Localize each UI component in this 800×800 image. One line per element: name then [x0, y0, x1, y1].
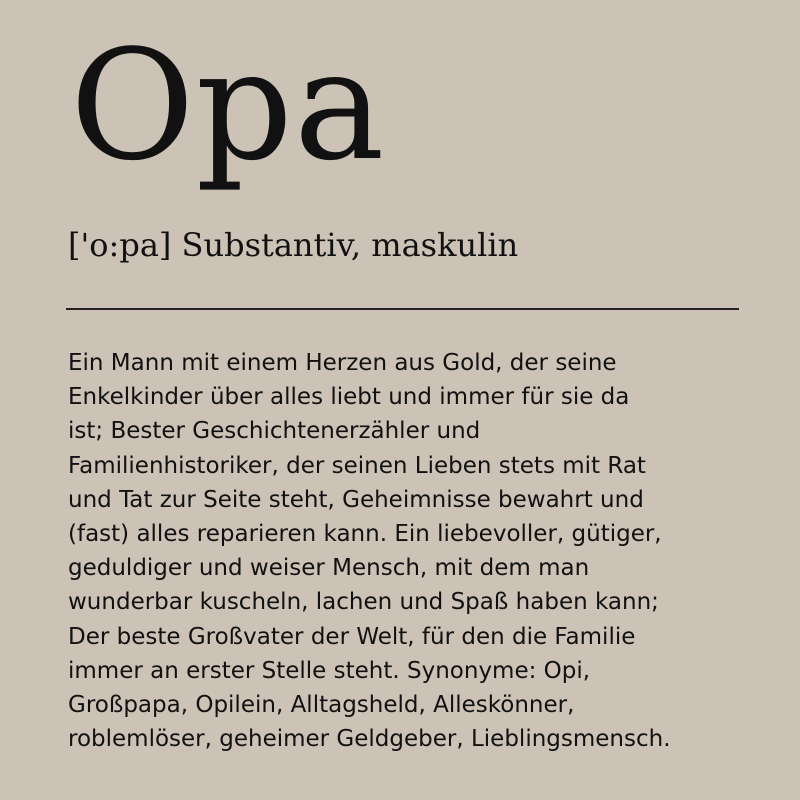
definition-line: (fast) alles reparieren kann. Ein liebevoller, gütiger,: [68, 521, 662, 548]
definition-text: [68, 346, 758, 756]
definition-line: wunderbar kuscheln, lachen und Spaß haben kann;: [68, 589, 659, 616]
headword: Opa: [70, 17, 386, 194]
definition-line: und Tat zur Seite steht, Geheimnisse bewahrt und: [68, 486, 644, 513]
definition-line: Großpapa, Opilein, Alltagsheld, Alleskönner,: [68, 692, 575, 719]
definition-line: Ein Mann mit einem Herzen aus Gold, der seine: [68, 350, 617, 376]
grammar-info: Substantiv, maskulin: [181, 226, 519, 264]
pronunciation-line: [68, 226, 519, 264]
definition-line: ist; Bester Geschichtenerzähler und: [68, 418, 481, 445]
definition-line: Der beste Großvater der Welt, für den die Familie: [68, 623, 636, 650]
pronunciation: ['o:pa]: [68, 226, 172, 264]
definition-line: immer an erster Stelle steht. Synonyme: Opi,: [68, 657, 591, 684]
definition-line: Familienhistoriker, der seinen Lieben stets mit Rat: [68, 452, 646, 479]
definition-line: Enkelkinder über alles liebt und immer für sie da: [68, 384, 630, 411]
divider-line: [66, 308, 739, 310]
definition-line: roblemlöser, geheimer Geldgeber, Lieblingsmensch.: [68, 726, 671, 753]
definition-line: geduldiger und weiser Mensch, mit dem man: [68, 555, 590, 582]
